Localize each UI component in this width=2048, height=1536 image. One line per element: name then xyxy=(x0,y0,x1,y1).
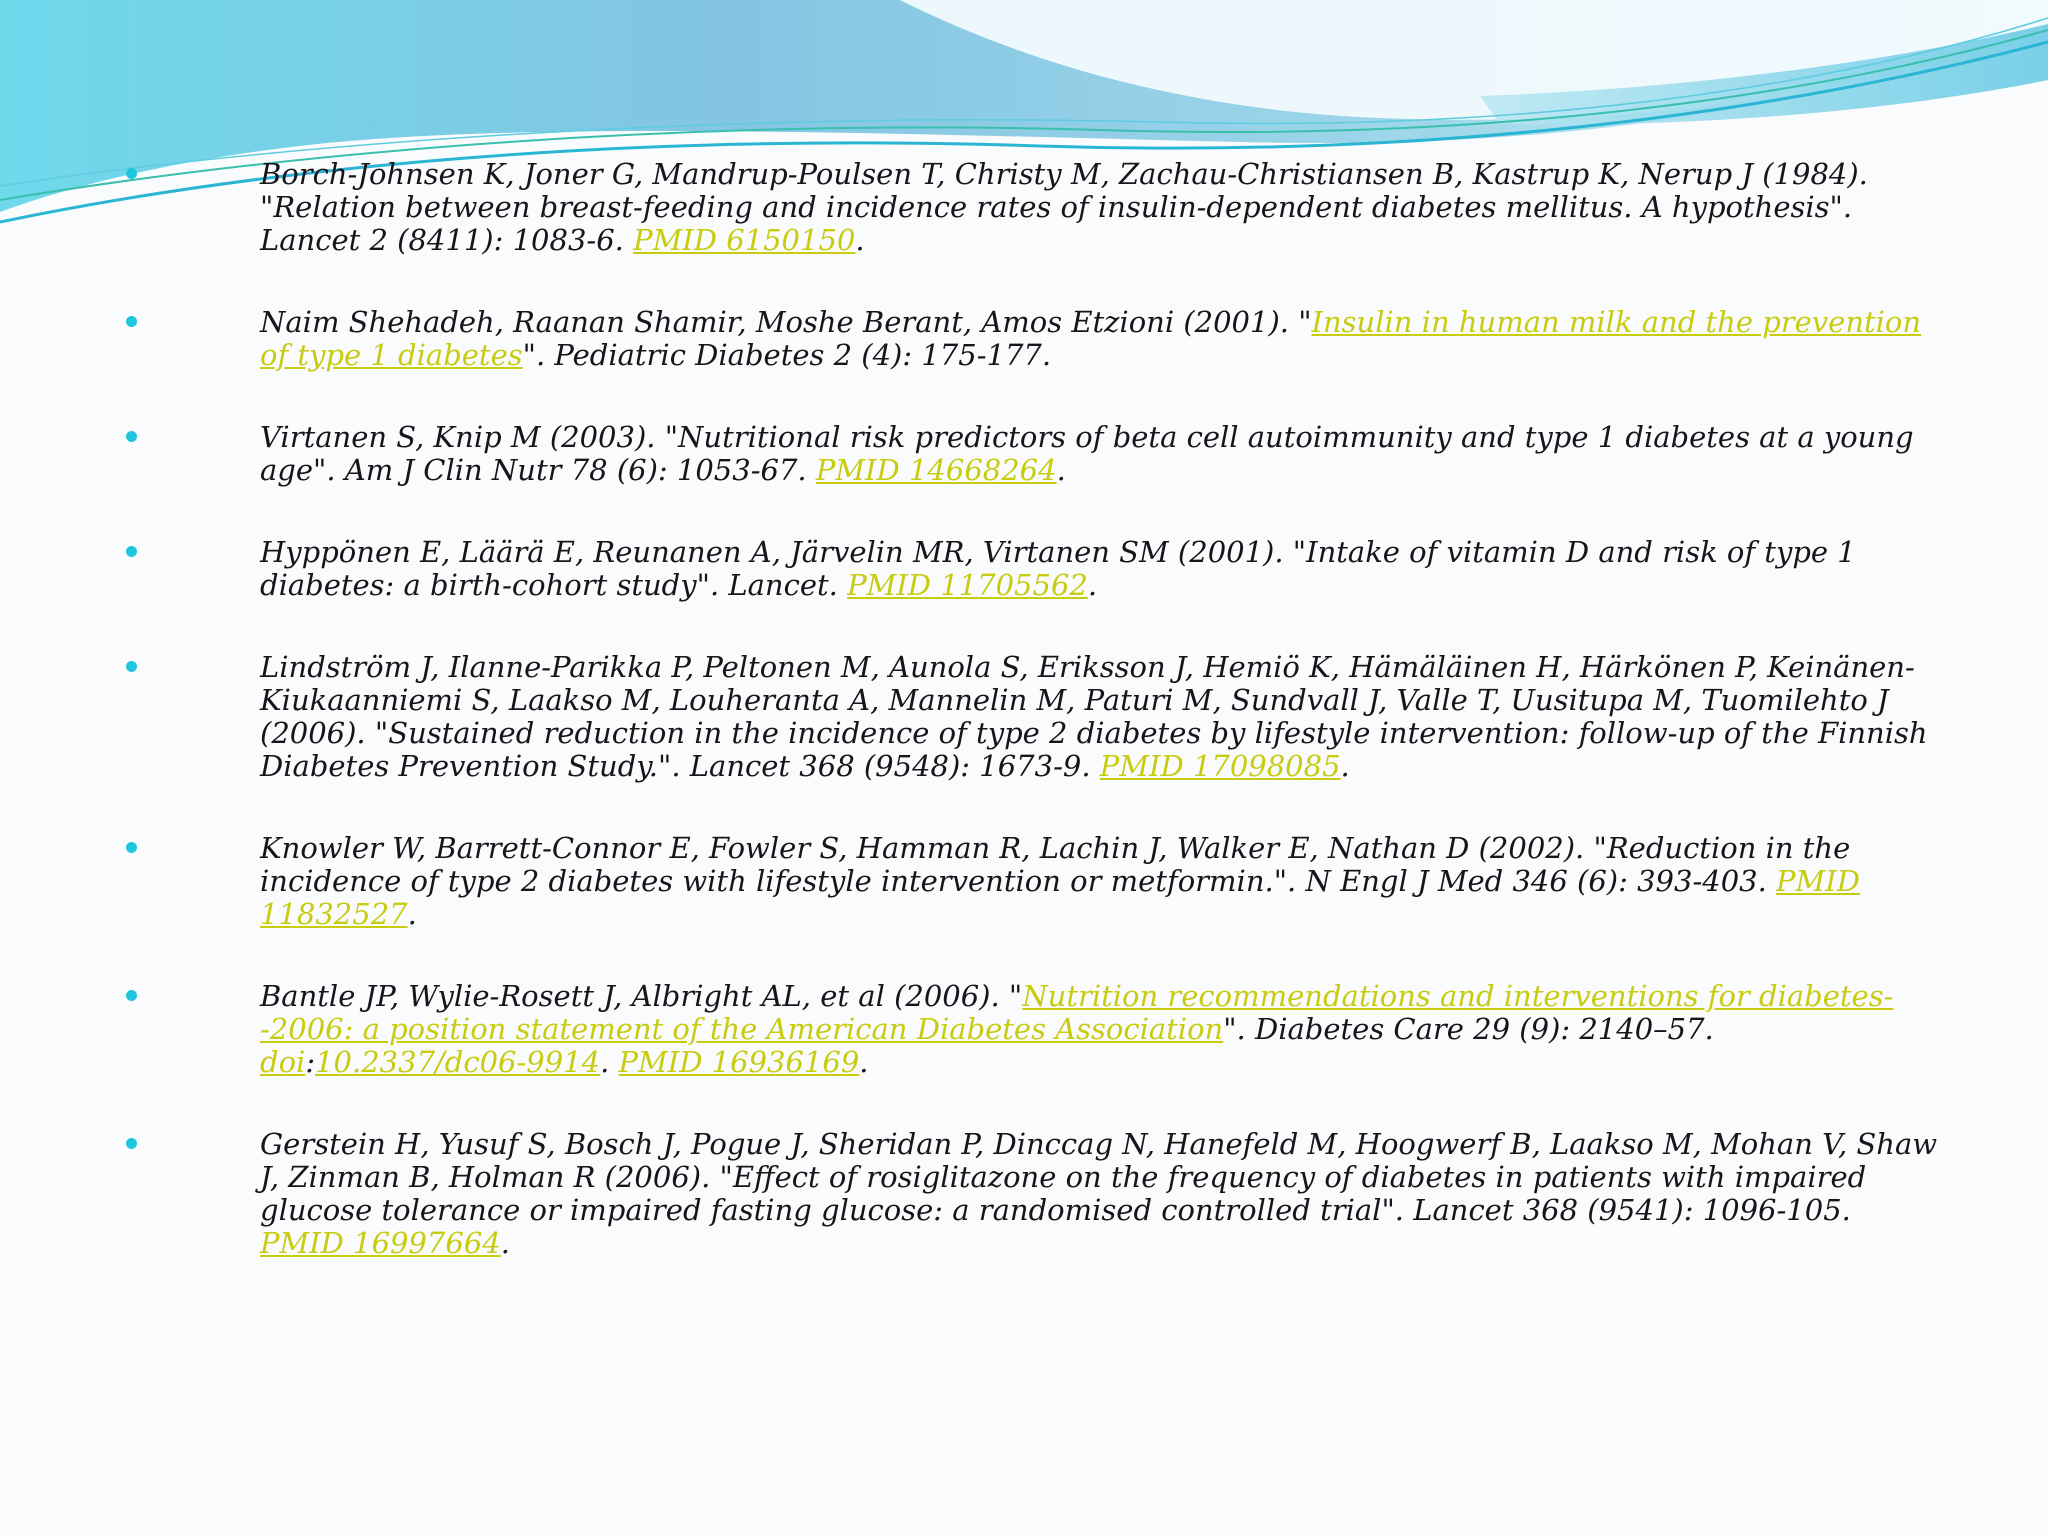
bullet-icon xyxy=(126,316,137,327)
reference-link[interactable]: PMID 16936169 xyxy=(618,1045,860,1079)
reference-link[interactable]: doi xyxy=(260,1045,306,1079)
reference-link[interactable]: 10.2337/dc06-9914 xyxy=(315,1045,601,1079)
reference-text-segment: . xyxy=(1087,568,1098,602)
reference-link[interactable]: PMID 14668264 xyxy=(815,453,1057,487)
reference-link[interactable]: PMID 11705562 xyxy=(847,568,1088,602)
reference-text-segment: . xyxy=(859,1045,869,1079)
reference-link[interactable]: PMID 17098085 xyxy=(1099,749,1341,783)
reference-text-segment: . xyxy=(855,223,865,257)
reference-text-segment: Naim Shehadeh, Raanan Shamir, Moshe Berant, Amos Etzioni (2001). " xyxy=(260,305,1312,339)
reference-text-segment: . xyxy=(1056,453,1066,487)
reference-item xyxy=(120,832,1940,931)
reference-link[interactable]: PMID 6150150 xyxy=(633,223,856,257)
reference-text-segment: Hyppönen E, Läärä E, Reunanen A, Järvelin MR, Virtanen SM (2001). "Intake of vitamin D and risk of type 1 diabetes: a birth-cohort study". Lancet. xyxy=(260,535,1856,602)
reference-text xyxy=(260,1127,1937,1260)
reference-text-segment: ". Diabetes Care 29 (9): 2140–57. xyxy=(1223,1012,1714,1046)
bullet-icon xyxy=(126,1138,137,1149)
reference-text-segment: . xyxy=(500,1226,510,1260)
reference-item xyxy=(120,421,1940,487)
bullet-icon xyxy=(126,168,137,179)
reference-text xyxy=(260,831,1860,931)
reference-item xyxy=(120,306,1940,372)
reference-list xyxy=(120,158,1940,1309)
reference-link[interactable]: PMID 16997664 xyxy=(260,1226,501,1260)
reference-item xyxy=(120,980,1940,1079)
reference-text-segment: Bantle JP, Wylie-Rosett J, Albright AL, et al (2006). " xyxy=(260,979,1023,1013)
reference-text-segment: . xyxy=(600,1045,619,1079)
reference-text-segment: ". Pediatric Diabetes 2 (4): 175-177. xyxy=(522,338,1052,372)
bullet-icon xyxy=(126,842,137,853)
bullet-icon xyxy=(126,546,137,557)
reference-link[interactable]: PMID 11832527 xyxy=(260,864,1860,931)
bullet-icon xyxy=(126,990,137,1001)
reference-text-segment: Gerstein H, Yusuf S, Bosch J, Pogue J, Sheridan P, Dinccag N, Hanefeld M, Hoogwerf B, Laakso M, Mohan V, Shaw J, Zinman B, Holman R (2006). "Effect of rosiglitazone on the frequency of diabetes in patients with impaired glucose tolerance or impaired fasting glucose: a randomised controlled trial". Lancet 368 (9541): 1096-105. xyxy=(260,1127,1938,1227)
reference-text-segment: . xyxy=(1340,749,1350,783)
reference-text-segment: Virtanen S, Knip M (2003). "Nutritional risk predictors of beta cell autoimmunity and type 1 diabetes at a young age". Am J Clin Nutr 78 (6): 1053-67. xyxy=(260,420,1914,487)
reference-text-segment: : xyxy=(305,1045,316,1079)
reference-item xyxy=(120,158,1940,257)
reference-item xyxy=(120,536,1940,602)
reference-text xyxy=(260,979,1893,1079)
reference-item xyxy=(120,651,1940,783)
reference-text xyxy=(260,157,1868,257)
reference-link[interactable]: Insulin in human milk and the prevention of type 1 diabetes xyxy=(260,305,1922,372)
reference-text-segment: Knowler W, Barrett-Connor E, Fowler S, Hamman R, Lachin J, Walker E, Nathan D (2002). "Reduction in the incidence of type 2 diabetes with lifestyle intervention or metformin.". N Engl J Med 346 (6): 393-403. xyxy=(260,831,1851,898)
reference-text-segment: . xyxy=(407,897,417,931)
reference-text xyxy=(260,420,1914,487)
reference-text-segment: Lindström J, Ilanne-Parikka P, Peltonen M, Aunola S, Eriksson J, Hemiö K, Hämäläinen H, Härkönen P, Keinänen-Kiukaanniemi S, Laakso M, Louheranta A, Mannelin M, Paturi M, Sundvall J, Valle T, Uusitupa M, Tuomilehto J (2006). "Sustained reduction in the incidence of type 2 diabetes by lifestyle intervention: follow-up of the Finnish Diabetes Prevention Study.". Lancet 368 (9548): 1673-9. xyxy=(260,650,1928,783)
reference-item xyxy=(120,1128,1940,1260)
reference-link[interactable]: Nutrition recommendations and interventions for diabetes--2006: a position statement of the American Diabetes Association xyxy=(260,979,1894,1046)
reference-text xyxy=(260,535,1856,602)
reference-text xyxy=(260,305,1921,372)
reference-text xyxy=(260,650,1928,783)
reference-text-segment: Borch-Johnsen K, Joner G, Mandrup-Poulsen T, Christy M, Zachau-Christiansen B, Kastrup K, Nerup J (1984). "Relation between breast-feeding and incidence rates of insulin-dependent diabetes mellitus. A hypothesis". Lancet 2 (8411): 1083-6. xyxy=(260,157,1868,257)
bullet-icon xyxy=(126,431,137,442)
bullet-icon xyxy=(126,661,137,672)
